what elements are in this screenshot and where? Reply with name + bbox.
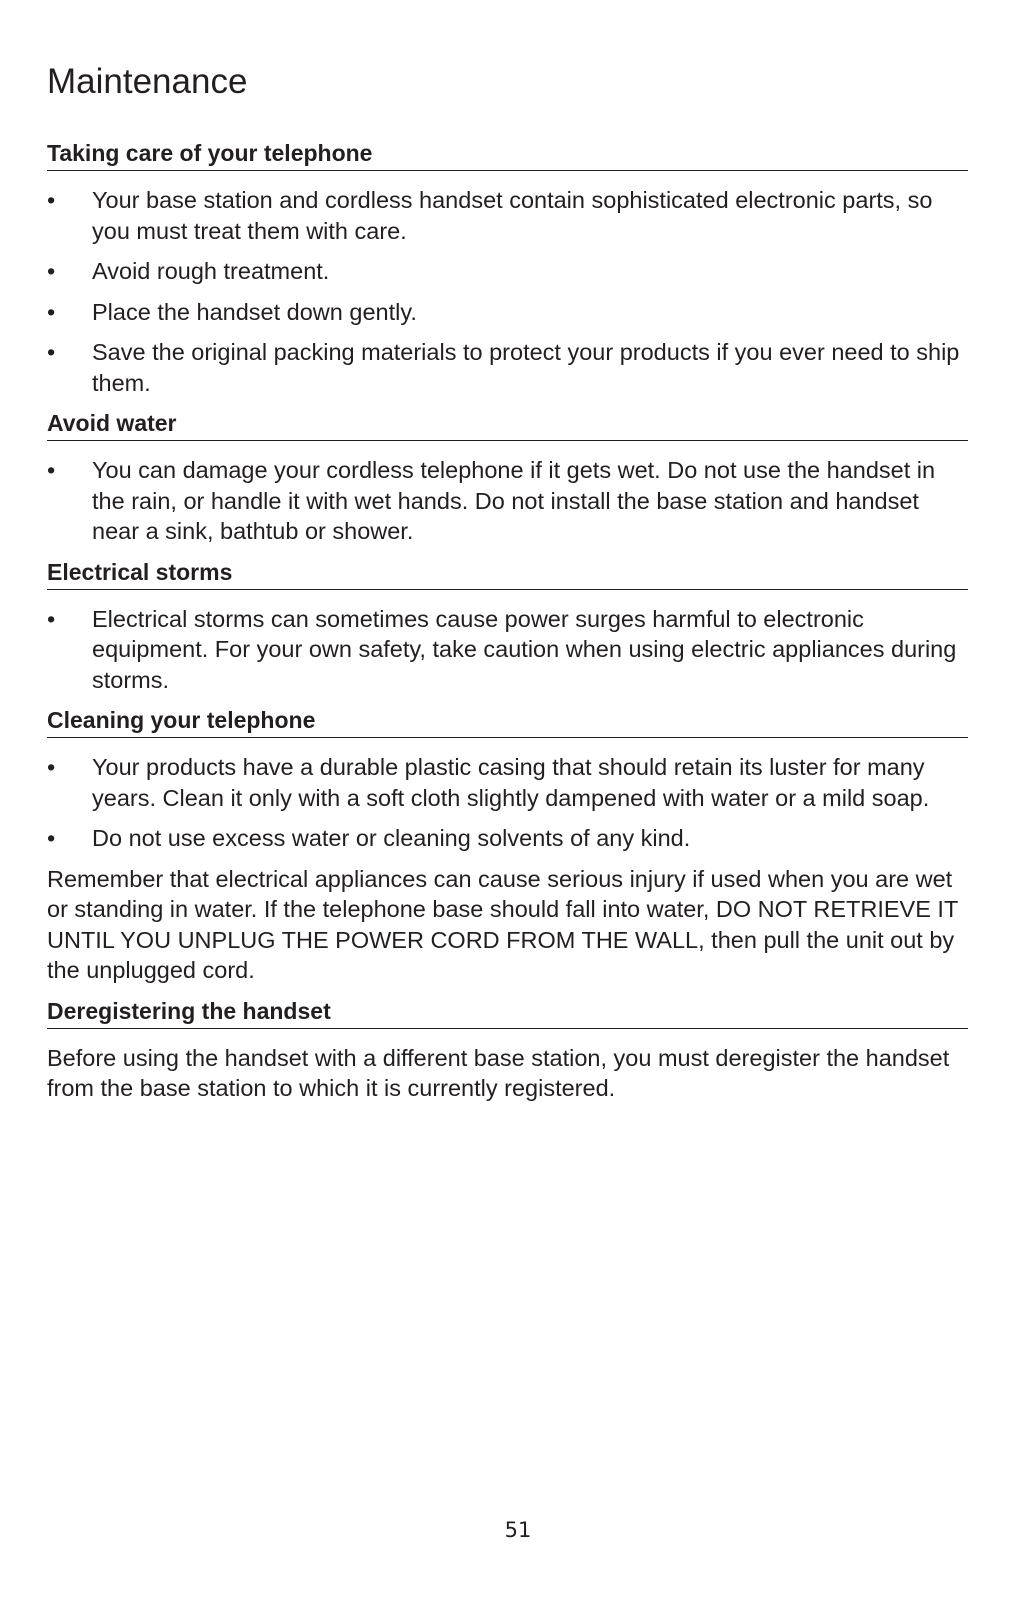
list-item-text: You can damage your cordless telephone if it gets wet. Do not use the handset in the rain, or handle it with wet hands. Do not install the base station and handset near a sink, bathtub or shower. xyxy=(92,457,936,544)
list-item xyxy=(47,752,968,813)
list-item-text: Your products have a durable plastic casing that should retain its luster for many years. Clean it only with a soft cloth slightly dampened with water or a mild soap. xyxy=(92,754,930,811)
bullet-icon: • xyxy=(47,605,56,632)
bullet-list xyxy=(47,185,968,398)
section-heading: Deregistering the handset xyxy=(47,996,968,1029)
bullet-list xyxy=(47,604,968,696)
body-paragraph: Before using the handset with a different base station, you must deregister the handset from the base station to which it is currently registered. xyxy=(47,1044,950,1101)
section-cleaning xyxy=(47,705,968,986)
list-item-text: Avoid rough treatment. xyxy=(92,258,330,284)
bullet-icon: • xyxy=(47,754,56,780)
section-heading: Avoid water xyxy=(47,408,968,441)
bullet-icon: • xyxy=(47,825,56,851)
list-item xyxy=(47,297,968,328)
list-item xyxy=(47,455,968,547)
section-electrical-storms xyxy=(47,557,968,696)
list-item xyxy=(47,256,968,287)
list-item-text: Save the original packing materials to protect your products if you ever need to ship them. xyxy=(92,339,960,396)
section-deregistering xyxy=(47,996,968,1104)
bullet-list xyxy=(47,455,968,547)
bullet-icon: • xyxy=(47,298,56,325)
bullet-icon: • xyxy=(47,457,56,483)
section-avoid-water xyxy=(47,408,968,547)
section-heading: Taking care of your telephone xyxy=(47,138,968,171)
bullet-icon: • xyxy=(47,187,56,213)
list-item-text: Do not use excess water or cleaning solvents of any kind. xyxy=(92,825,691,851)
list-item xyxy=(47,337,968,398)
list-item-text: Place the handset down gently. xyxy=(92,298,417,325)
bullet-icon: • xyxy=(47,339,56,365)
list-item xyxy=(47,823,968,854)
section-heading: Cleaning your telephone xyxy=(47,705,968,738)
bullet-list xyxy=(47,752,968,854)
page-title: Maintenance xyxy=(47,62,248,101)
section-taking-care xyxy=(47,138,968,398)
page-number: 51 xyxy=(504,1518,532,1542)
list-item xyxy=(47,185,968,246)
bullet-icon: • xyxy=(47,258,56,284)
list-item-text: Your base station and cordless handset contain sophisticated electronic parts, so you must treat them with care. xyxy=(92,187,933,244)
list-item-text: Electrical storms can sometimes cause power surges harmful to electronic equipment. For your own safety, take caution when using electric appliances during storms. xyxy=(92,605,957,693)
page-content xyxy=(47,138,968,1114)
list-item xyxy=(47,604,968,696)
warning-paragraph: Remember that electrical appliances can cause serious injury if used when you are wet or standing in water. If the telephone base should fall into water, DO NOT RETRIEVE IT UNTIL YOU UNPLUG THE POWER CORD FROM THE WALL, then pull the unit out by the unplugged cord. xyxy=(47,865,958,983)
section-heading: Electrical storms xyxy=(47,557,968,590)
